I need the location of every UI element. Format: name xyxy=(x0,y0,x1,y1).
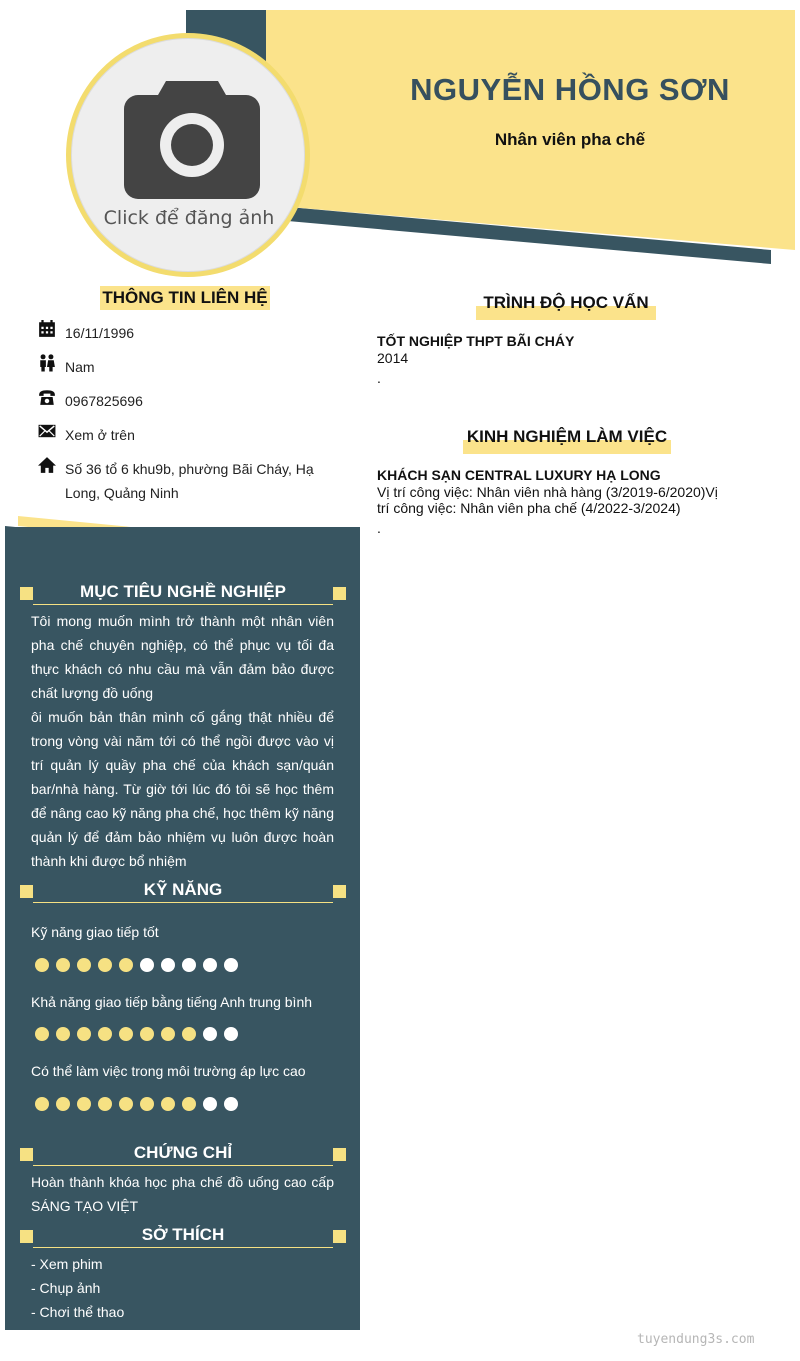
contact-birthdate: 16/11/1996 xyxy=(65,325,135,341)
hobby-item: - Chụp ảnh xyxy=(31,1280,101,1296)
rating-dot-filled xyxy=(98,1027,112,1041)
upload-photo-label: Click để đăng ảnh xyxy=(103,207,275,229)
skill-name: Có thể làm việc trong môi trường áp lực cao xyxy=(31,1063,306,1079)
contact-gender: Nam xyxy=(65,359,95,375)
rating-dot-filled xyxy=(119,1027,133,1041)
watermark: tuyendung3s.com xyxy=(637,1332,755,1347)
rating-dot-filled xyxy=(77,1097,91,1111)
skill-name: Khả năng giao tiếp bằng tiếng Anh trung bình xyxy=(31,994,313,1010)
rating-dot-empty xyxy=(224,1097,238,1111)
rating-dot-empty xyxy=(182,958,196,972)
skill-name: Kỹ năng giao tiếp tốt xyxy=(31,924,159,940)
gender-icon xyxy=(38,354,56,372)
skill-rating xyxy=(35,1097,238,1113)
experience-description: Vị trí công việc: Nhân viên nhà hàng (3/2019-6/2020)Vị trí công việc: Nhân viên pha chế (4/2022-3/2024) xyxy=(377,484,718,516)
job-title: Nhân viên pha chế xyxy=(494,130,646,149)
experience-company: KHÁCH SẠN CENTRAL LUXURY HẠ LONG xyxy=(377,467,661,483)
objective-text: Tôi mong muốn mình trở thành một nhân viên pha chế chuyên nghiệp, có thể phục vụ tối đa thực khách có nhu cầu mà vẫn đảm bảo được chất lượng đồ uống ôi muốn bản thân mình cố gắng thật nhiều để trong vòng vài năm tới có thể ngồi được vào vị trí quản lý quầy pha chế của khách sạn/quán bar/nhà hàng. Từ giờ tới lúc đó tôi sẽ học thêm để nâng cao kỹ năng pha chế, học thêm kỹ năng quản lý để đảm bảo nhiệm vụ luôn được hoàn thành khi được bổ nhiệm xyxy=(31,613,334,869)
experience-note: . xyxy=(377,520,381,536)
certificates-text: Hoàn thành khóa học pha chế đồ uống cao cấp SÁNG TẠO VIỆT xyxy=(31,1174,334,1214)
rating-dot-filled xyxy=(161,1027,175,1041)
rating-dot-empty xyxy=(161,958,175,972)
skill-rating xyxy=(35,958,238,974)
certificates-heading xyxy=(20,1143,346,1167)
rating-dot-filled xyxy=(77,958,91,972)
rating-dot-empty xyxy=(224,958,238,972)
email-icon xyxy=(38,422,56,440)
phone-icon xyxy=(38,388,56,406)
rating-dot-filled xyxy=(182,1027,196,1041)
rating-dot-empty xyxy=(203,958,217,972)
rating-dot-empty xyxy=(140,958,154,972)
education-year: 2014 xyxy=(377,350,409,366)
home-icon xyxy=(38,456,56,474)
contact-address: Số 36 tổ 6 khu9b, phường Bãi Cháy, Hạ Long, Quảng Ninh xyxy=(65,461,314,501)
rating-dot-filled xyxy=(182,1097,196,1111)
certificates-title: CHỨNG CHỈ xyxy=(133,1143,233,1162)
contact-title: THÔNG TIN LIÊN HỆ xyxy=(102,288,268,307)
calendar-icon xyxy=(38,320,56,338)
contact-phone: 0967825696 xyxy=(65,393,143,409)
rating-dot-empty xyxy=(224,1027,238,1041)
rating-dot-filled xyxy=(77,1027,91,1041)
education-school: TỐT NGHIỆP THPT BÃI CHÁY xyxy=(377,333,575,349)
candidate-name: NGUYỄN HỒNG SƠN xyxy=(410,72,730,107)
rating-dot-filled xyxy=(56,1097,70,1111)
rating-dot-filled xyxy=(140,1097,154,1111)
contact-email: Xem ở trên xyxy=(65,427,135,443)
rating-dot-filled xyxy=(56,1027,70,1041)
skill-rating xyxy=(35,1027,238,1043)
rating-dot-filled xyxy=(140,1027,154,1041)
hobbies-title: SỞ THÍCH xyxy=(141,1225,225,1244)
camera-icon xyxy=(124,81,260,199)
photo-placeholder[interactable] xyxy=(71,38,305,272)
skills-title: KỸ NĂNG xyxy=(143,880,223,899)
objective-title: MỤC TIÊU NGHỀ NGHIỆP xyxy=(80,582,286,601)
rating-dot-empty xyxy=(203,1027,217,1041)
hobby-item: - Chơi thể thao xyxy=(31,1304,125,1320)
rating-dot-filled xyxy=(35,1097,49,1111)
rating-dot-filled xyxy=(35,1027,49,1041)
rating-dot-filled xyxy=(161,1097,175,1111)
hobbies-heading xyxy=(20,1225,346,1249)
experience-title: KINH NGHIỆM LÀM VIỆC xyxy=(466,427,668,446)
education-note: . xyxy=(377,370,381,386)
hobby-item: - Xem phim xyxy=(31,1256,103,1272)
rating-dot-filled xyxy=(98,958,112,972)
rating-dot-empty xyxy=(203,1097,217,1111)
skills-heading xyxy=(20,880,346,904)
rating-dot-filled xyxy=(56,958,70,972)
rating-dot-filled xyxy=(119,1097,133,1111)
education-title: TRÌNH ĐỘ HỌC VẤN xyxy=(483,293,649,312)
profile-photo[interactable] xyxy=(66,33,310,277)
objective-heading xyxy=(20,582,346,606)
rating-dot-filled xyxy=(119,958,133,972)
rating-dot-filled xyxy=(98,1097,112,1111)
rating-dot-filled xyxy=(35,958,49,972)
